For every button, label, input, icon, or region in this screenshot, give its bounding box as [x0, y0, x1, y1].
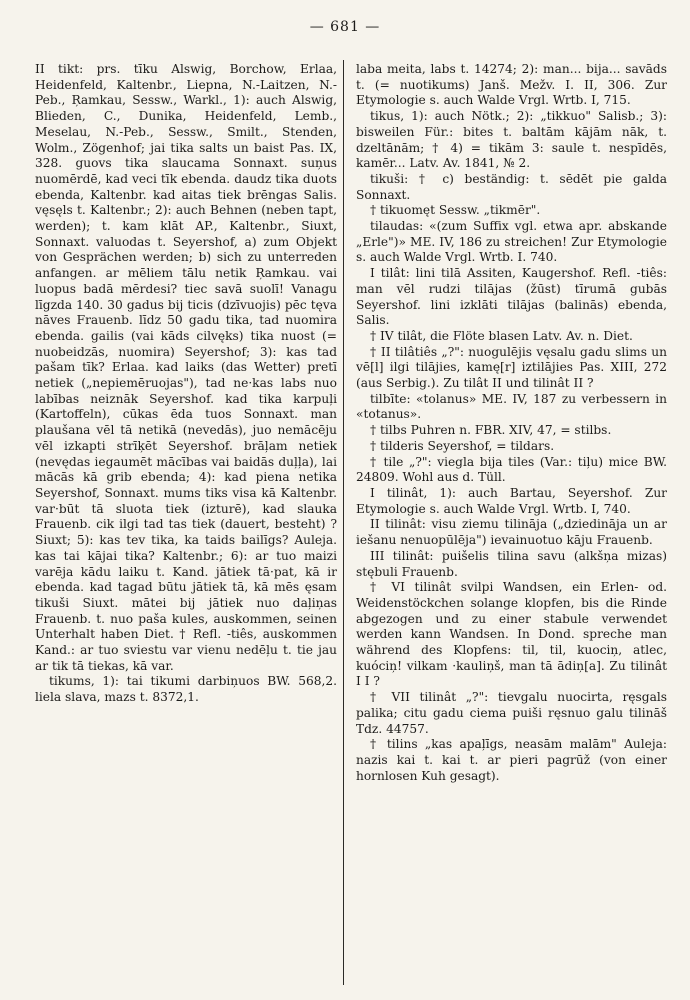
dictionary-entry-tilat-1: I tilât: lini tilā Assiten, Kaugershof. Refl. -tiês: man vēl rudzi tilājas (žūst) tīrumā gubās Seyershof. lini izklāti tilājas (balinās) ebenda, Salis. — [356, 266, 667, 328]
dictionary-entry-continuation: laba meita, labs t. 14274; 2): man... bija... savāds t. (= nuotikums) Janš. Mežv. I. II, 306. Zur Etymologie s. auch Walde Vrgl. Wrtb. I, 715. — [356, 62, 667, 108]
dictionary-entry-tikuomet: † tikuomęt Sessw. „tikmēr". — [370, 203, 541, 218]
dictionary-entry-tikusi: tikuši: † c) beständig: t. sēdēt pie galda Sonnaxt. — [356, 171, 667, 202]
dictionary-entry-tilinat-1: I tilinât, 1): auch Bartau, Seyershof. Zur Etymologie s. auch Walde Vrgl. Wrtb. I, 740. — [356, 485, 667, 516]
dictionary-entry-tilinat-7: † VII tilinât „?": tievgalu nuocirta, ręsgals palika; citu gadu ciema puiši ręsnuo galu tilināš Tdz. 44757. — [356, 690, 667, 736]
dictionary-entry-tilins: † tilins „kas apaļīgs, neasām malām" Auleja: nazis kai t. kai t. ar pieri pagrūž (von einer hornlosen Kuh gesagt). — [356, 737, 667, 783]
dictionary-entry-tile: † tile „?": viegla bija tiles (Var.: tiļu) mice BW. 24809. Wohl aus d. Tüll. — [356, 454, 667, 485]
dictionary-entry-tilinat-3: III tilinât: puišelis tilina savu (alkšņa mizas) stębuli Frauenb. — [356, 548, 667, 579]
dictionary-entry-tilinat-6: † VI tilinât svilpi Wandsen, ein Erlen- od. Weidenstöckchen solange klopfen, bis die Rinde abgezogen und zu einer stabule verwendet werden kann Wandsen. In Dond. spreche man während des Klopfens: til, til, kuociņ, atlec, kuóciņ! vilkam ·kauliņš, man tā ādiņ[a]. Zu tilinât I I ? — [356, 580, 667, 689]
dictionary-entry-tilaudas: tilaudas: «(zum Suffix vgl. etwa apr. abskande „Erle")» ME. IV, 186 zu streichen! Zur Etymologie s. auch Walde Vrgl. Wrtb. I. 740. — [356, 219, 667, 265]
dictionary-entry-tilbs: † tilbs Puhren n. FBR. XIV, 47, = stilbs. — [370, 423, 612, 438]
dictionary-entry-tikt: II tikt: prs. tīku Alswig, Borchow, Erlaa, Heidenfeld, Kaltenbr., Liepna, N.-Laitzen, N.-Peb., Ŗamkau, Sessw., Warkl., 1): auch Alswig, Blieden, C., Dunika, Heidenfeld, Lemb., Meselau, N.-Peb., Sessw., Smilt., Stenden, Wolm., Zögenhof; jai tika salts un baist Pas. IX, 328. guovs tika slaucama Sonnaxt. suņus nuomērdē, kad veci tīk ebenda. daudz tika duots ebenda, Kaltenbr. kad aitas tiek brēngas Salis. vęsęls t. Kaltenbr.; 2): auch Behnen (neben tapt, werden); t. kam klāt AP., Kaltenbr., Siuxt, Sonnaxt. valuodas t. Seyershof, a) zum Objekt von Gesprächen werden; b) sich zu unterreden anfangen. ar mēliem tālu netik Ŗamkau. vai luopus badā mērdesi? tiec savā suolī! Vanagu līgzda 140. 30 gadus bij ticis (dzīvuojis) pēc tęva nāves Frauenb. līdz 50 gadu tika, tad nuomira ebenda. gailis (vai kāds cilvęks) tika nuost (= nuobeidzās, nuomira) Seyershof; 3): kas tad pašam tīk? Erlaa. kad laiks (das Wetter) pretī netiek („nepiemēruojas"), tad ne·kas labs nuo labības neiznāk Seyershof. kad tika karpuļi (Kartoffeln), cūkas ēda tuos Sonnaxt. man plaušana vēl tā netikā (nevedās), juo nemācēju vēl izkapti strīķēt Seyershof. brāļam netiek (nevędas iegaumēt mācības vai baidās duļļa), lai mācās kā grib ebenda; 4): kad piena netika Seyershof, Sonnaxt. mums tiks visa kā Kaltenbr. var·būt tā sluota tiek (izturē), kad slauka Frauenb. cik ilgi tad tas tiek (dauert, besteht) ? Siuxt; 5): kas tev tika, ka taids bailīgs? Auleja. kas tai kājai tika? Kaltenbr.; 6): ar tuo maizi varēja kādu laiku t. Kand. jātiek tā·pat, kā ir ebenda. kad tagad būtu jātiek tā, kā mēs ęsam tikuši Siuxt. mātei bij jātiek nuo daļiņas Frauenb. t. nuo paša kules, auskommen, seinen Unterhalt haben Diet. † Refl. -tiês, auskommen Kand.: ar tuo sviestu var vienu nedēļu t. tie jau ar tik tā tiekas, kā var. — [35, 62, 337, 673]
dictionary-entry-tikus: tikus, 1): auch Nötk.; 2): „tikkuo" Salisb.; 3): bisweilen Für.: bites t. baltām kājām nāk, t. dzeltānām; † 4) = tikām 3: saule t. nespīdēs, kamēr... Latv. Av. 1841, № 2. — [356, 109, 667, 171]
right-column — [356, 62, 667, 992]
dictionary-entry-tilaties-2: † II tilâtiês „?": nuogulējis vęsalu gadu slims un vē[l] ilgi tilājies, kamę[r] iztilājies Pas. XIII, 272 (aus Serbig.). Zu tilât II und tilinât II ? — [356, 344, 667, 391]
page-number: — 681 — — [309, 19, 381, 35]
dictionary-entry-tilbite: tilbīte: «tolanus» ME. IV, 187 zu verbessern in «totanus». — [356, 391, 667, 422]
dictionary-entry-tikums: tikums, 1): tai tikumi darbiņuos BW. 568,2. liela slava, mazs t. 8372,1. — [35, 674, 337, 705]
left-column — [35, 62, 337, 992]
dictionary-entry-tilderis: † tilderis Seyershof, = tildars. — [370, 438, 555, 453]
column-divider — [343, 60, 344, 985]
dictionary-entry-tilinat-2: II tilinât: visu ziemu tilināja („dziedināja un ar iešanu nenuopūlēja") ievainuotuo kāju Frauenb. — [356, 517, 667, 548]
dictionary-entry-tilat-4: † IV tilât, die Flöte blasen Latv. Av. n. Diet. — [370, 328, 633, 343]
